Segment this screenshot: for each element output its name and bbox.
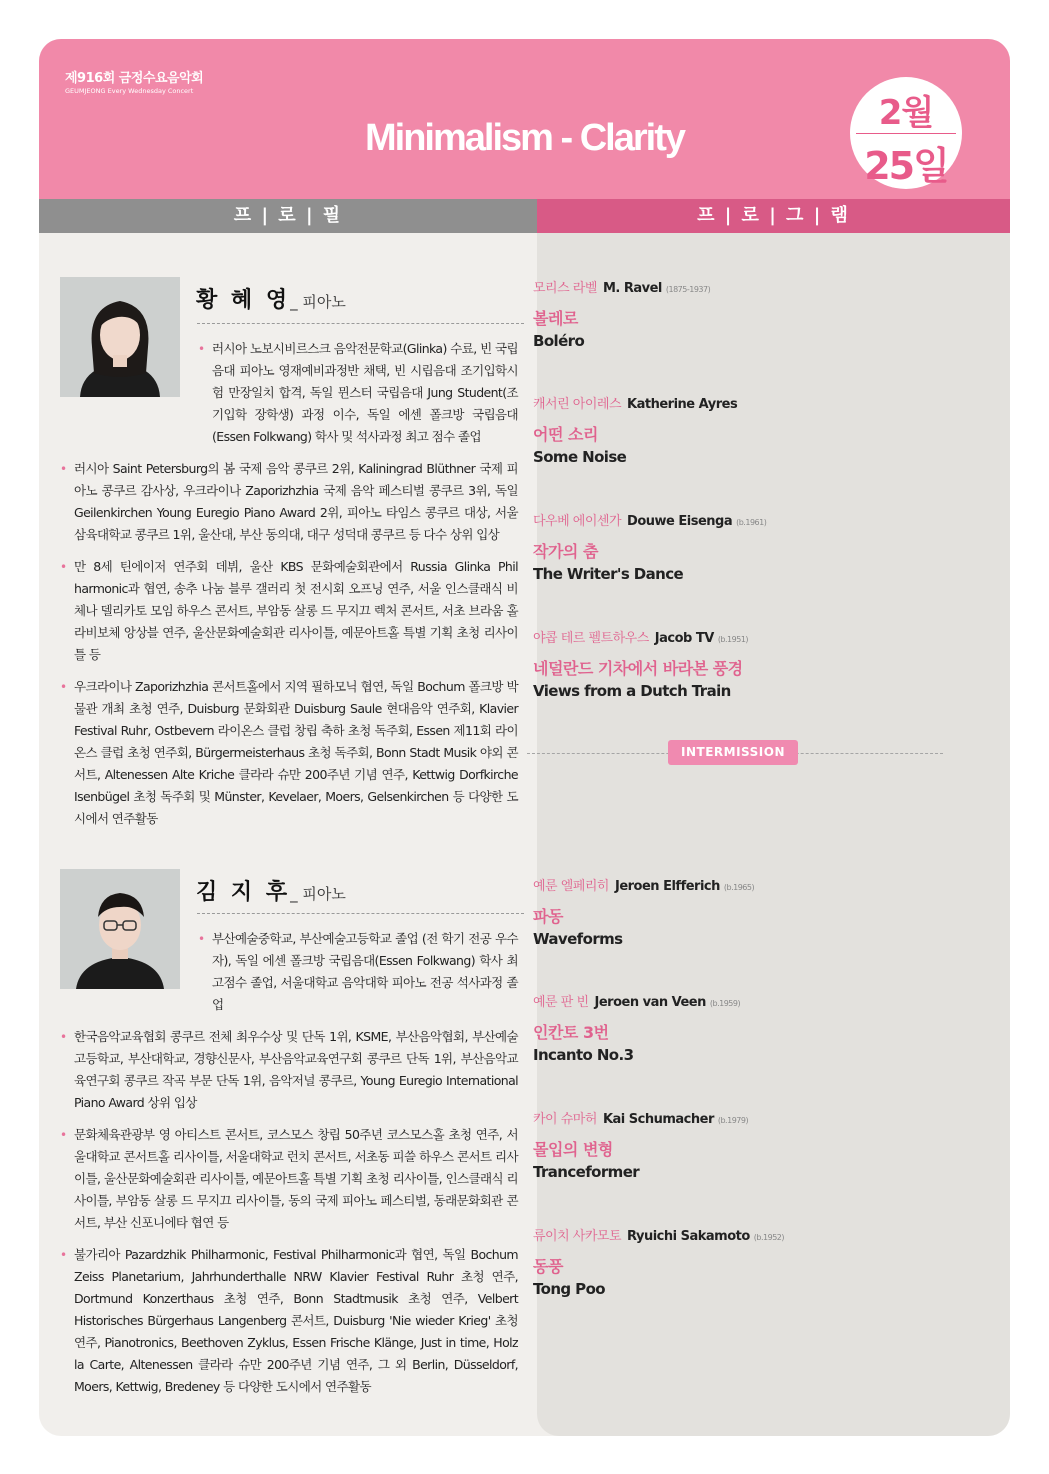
work-title-kr: 볼레로 xyxy=(533,309,578,328)
composer: 다우베 에이센가 Douwe Eisenga (b.1961) xyxy=(533,514,767,529)
work-title-kr: 인칸토 3번 xyxy=(533,1023,609,1042)
profile-heading: 프 | 로 | 필 xyxy=(39,199,537,233)
date-day: 25일 xyxy=(864,144,948,188)
performer-bio-2 xyxy=(60,928,518,1398)
date-month: 2월 xyxy=(878,93,934,133)
work-title-en: Tong Poo xyxy=(533,1280,605,1298)
program-item-3 xyxy=(533,510,766,583)
performer-name-1: 황 혜 영_ 피아노 xyxy=(196,288,346,313)
work-title-en: Tranceformer xyxy=(533,1163,640,1181)
concert-series-en: GEUMJEONG Every Wednesday Concert xyxy=(65,87,194,95)
work-title-en: Boléro xyxy=(533,332,585,350)
program-item-4 xyxy=(533,627,748,700)
concert-title: Minimalism - Clarity xyxy=(365,117,684,159)
program-heading: 프 | 로 | 그 | 램 xyxy=(537,199,1010,233)
composer: 카이 슈마허 Kai Schumacher (b.1979) xyxy=(533,1112,749,1127)
composer: 류이치 사카모토 Ryuichi Sakamoto (b.1952) xyxy=(533,1229,785,1244)
bio-item: • 문화체육관광부 영 아티스트 콘서트, 코스모스 창립 50주년 코스모스홀 초청 연주, 서울대학교 콘서트홀 리사이틀, 서울대학교 런치 콘서트, 서초동 피쓸 하우스 콘서트 리사이틀, 울산문화예술회관 리사이틀, 예문아트홀 특별 기획 초청 리사이틀, 인스클래식 리사이틀, 부암동 살롱 드 무지끄 리사이틀, 동의 국제 피아노 페스티벌, 동래문화회관 콘서트, 부산 신포니에타 협연 등 xyxy=(60,1124,518,1234)
concert-number: 제916회 금정수요음악회 xyxy=(65,71,204,86)
performer-instrument-1: _ 피아노 xyxy=(290,293,346,311)
composer: 모리스 라벨 M. Ravel (1875-1937) xyxy=(533,281,711,296)
program-item-2 xyxy=(533,393,741,466)
bio-item: • 만 8세 틴에이저 연주회 데뷔, 울산 KBS 문화예술회관에서 Russia Glinka Phil harmonic과 협연, 송추 나눔 블루 갤러리 첫 전시회 오프닝 연주, 서울 인스클래식 비체나 델리카토 모임 하우스 콘서트, 부암동 살롱 드 무지끄 렉처 콘서트, 서초 브라움 홀 라비보체 앙상블 연주, 울산문화예술회관 리사이틀, 예문아트홀 특별 기획 초청 리사이틀 등 xyxy=(60,556,518,666)
work-title-kr: 동풍 xyxy=(533,1257,563,1276)
bio-item: • 불가리아 Pazardzhik Philharmonic, Festival Philharmonic과 협연, 독일 Bochum Zeiss Planetarium, Jahrhunderthalle NRW Klavier Festival Ruhr 초청 연주, Dortmund Konzerthaus 초청 연주, Bonn Stadtmusik 초청 연주, Velbert Historisches Bürgerhaus Langenberg 콘서트, Duisburg 'Nie wieder Krieg' 초청 연주, Pianotronics, Beethoven Zyklus, Essen Frische Klänge, Just in time, Holz la Carte, Altenessen 클라라 슈만 200주년 기념 연주, 그 외 Berlin, Düsseldorf, Moers, Kettwig, Bredeney 등 다양한 도시에서 연주활동 xyxy=(60,1244,518,1398)
work-title-kr: 네덜란드 기차에서 바라본 풍경 xyxy=(533,659,743,678)
divider-dashed xyxy=(197,323,524,324)
bio-item: • 우크라이나 Zaporizhzhia 콘서트홀에서 지역 필하모닉 협연, 독일 Bochum 폴크방 박물관 개최 초청 연주, Duisburg 문화회관 Duisburg Saule 현대음악 연주회, Klavier Festival Ruhr, Ostbevern 라이온스 클럽 창립 축하 초청 독주회, Essen 제11회 라이온스 클럽 초청 연주회, Bürgermeisterhaus 초청 독주회, Bonn Stadt Musik 야외 콘서트, Altenessen Alte Kriche 클라라 슈만 200주년 기념 연주, Kettwig Dorfkirche Isenbügel 초청 독주회 및 Münster, Kevelaer, Moers, Gelsenkirchen 등 다양한 도시에서 연주활동 xyxy=(60,676,518,830)
program-item-8 xyxy=(533,1225,784,1298)
work-title-en: Incanto No.3 xyxy=(533,1046,634,1064)
bio-item: • 부산예술중학교, 부산예술고등학교 졸업 (전 학기 전공 우수자), 독일 에센 폴크방 국립음대(Essen Folkwang) 학사 최고점수 졸업, 서울대학교 음악대학 피아노 전공 석사과정 졸업 xyxy=(198,928,518,1016)
work-title-en: The Writer's Dance xyxy=(533,565,684,583)
bio-item: • 러시아 Saint Petersburg의 봄 국제 음악 콩쿠르 2위, Kaliningrad Blüthner 국제 피아노 콩쿠르 감사상, 우크라이나 Zaporizhzhia 국제 음악 페스티벌 콩쿠르 3위, 독일 Geilenkirchen Young Euregio Piano Award 2위, 피아노 타임스 콩쿠르 대상, 서울 삼육대학교 콩쿠르 1위, 울산대, 부산 동의대, 대구 성덕대 콩쿠르 등 다수 상위 입상 xyxy=(60,458,518,546)
program-item-5 xyxy=(533,875,754,948)
work-title-kr: 몰입의 변형 xyxy=(533,1140,613,1159)
work-title-kr: 파동 xyxy=(533,907,563,926)
work-title-kr: 어떤 소리 xyxy=(533,425,598,444)
performer-name-2: 김 지 후_ 피아노 xyxy=(196,880,346,905)
work-title-kr: 작가의 춤 xyxy=(533,542,598,561)
composer: 야콥 테르 펠트하우스 Jacob TV (b.1951) xyxy=(533,631,749,646)
work-title-en: Waveforms xyxy=(533,930,623,948)
program-item-7 xyxy=(533,1108,748,1181)
program-item-6 xyxy=(533,991,740,1064)
header-banner xyxy=(39,39,1010,199)
composer: 예룬 엘페리히 Jeroen Elfferich (b.1965) xyxy=(533,879,755,894)
work-title-en: Some Noise xyxy=(533,448,627,466)
composer: 예룬 판 빈 Jeroen van Veen (b.1959) xyxy=(533,995,741,1010)
divider-dashed xyxy=(197,913,524,914)
program-item-1 xyxy=(533,277,710,350)
intermission-badge: INTERMISSION xyxy=(668,740,798,765)
performer-instrument-2: _ 피아노 xyxy=(290,885,346,903)
performer-bio-1 xyxy=(60,338,518,830)
composer: 캐서린 아이레스 Katherine Ayres xyxy=(533,397,738,412)
work-title-en: Views from a Dutch Train xyxy=(533,682,731,700)
date-badge xyxy=(850,77,962,189)
date-divider xyxy=(856,133,956,134)
bio-item: • 러시아 노보시비르스크 음악전문학교(Glinka) 수료, 빈 국립음대 피아노 영재예비과정반 채택, 빈 시립음대 조기입학시험 만장일치 합격, 독일 뮌스터 국립음대 Jung Student(조기입학 장학생) 과정 이수, 독일 에센 폴크방 국립음대(Essen Folkwang) 학사 및 석사과정 최고 점수 졸업 xyxy=(198,338,518,448)
bio-item: • 한국음악교육협회 콩쿠르 전체 최우수상 및 단독 1위, KSME, 부산음악협회, 부산예술고등학교, 부산대학교, 경향신문사, 부산음악교육연구회 콩쿠르 단독 1위, 부산음악교육연구회 콩쿠르 작곡 부문 단독 1위, 음악저널 콩쿠르, Young Euregio International Piano Award 상위 입상 xyxy=(60,1026,518,1114)
